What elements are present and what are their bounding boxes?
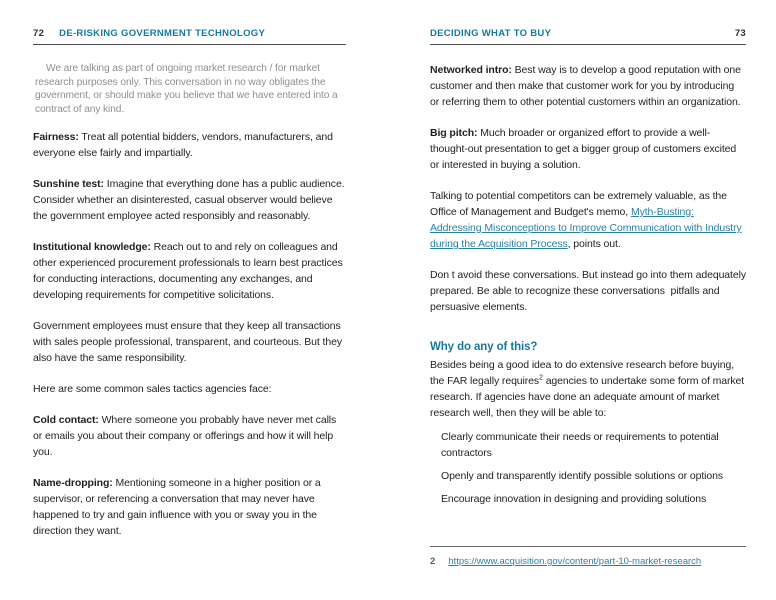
para-text: Where someone you probably have never met calls or emails you about their company or offerings and how it will help you. [33, 414, 337, 458]
para-text: Much broader or organized effort to provide a well-thought-out presentation to get a bigger group of customers excited or interested in buying a solution. [430, 127, 737, 171]
page-number-right: 73 [734, 28, 746, 39]
running-title-right: DECIDING WHAT TO BUY [430, 28, 552, 39]
benefits-list [441, 429, 746, 507]
para-text: Government employees must ensure that they keep all transactions with sales people professional, transparent, and courteous. But they also have the same responsibility. [33, 320, 342, 364]
running-title-left: DE-RISKING GOVERNMENT TECHNOLOGY [59, 28, 266, 39]
running-head-right [430, 28, 746, 39]
para-sunshine-test [33, 176, 346, 224]
para-text: agencies to undertake some form of market research. If agencies have done an adequate amount of market research well, then they will be able to: [430, 375, 745, 419]
para-institutional-knowledge [33, 239, 346, 303]
para-name-dropping [33, 475, 346, 539]
para-lead: Networked intro: [430, 64, 512, 76]
footnote [430, 546, 746, 567]
header-rule-right [430, 44, 746, 45]
para-sales-tactics-intro [33, 381, 346, 397]
list-item: Clearly communicate their needs or requirements to potential contractors [441, 431, 719, 459]
page-number-left: 72 [33, 28, 45, 39]
para-text: Imagine that everything done has a public audience. Consider whether an disinterested, casual observer would believe the government employee acted responsibly and reasonably. [33, 178, 345, 222]
list-item: Openly and transparently identify possible solutions or options [441, 470, 724, 482]
list-item: Encourage innovation in designing and providing solutions [441, 493, 707, 505]
para-far-requires [430, 357, 746, 421]
para-dont-avoid: Don t avoid these conversations. But instead go into them adequately prepared. Be able to recognize these conversations pitfalls and persuasive elements. [430, 269, 746, 313]
para-lead: Cold contact: [33, 414, 99, 426]
page-left [33, 28, 346, 554]
para-lead: Name-dropping: [33, 477, 113, 489]
para-government-employees [33, 318, 346, 366]
para-talking-competitors [430, 188, 746, 252]
para-text: Reach out to and rely on colleagues and other experienced procurement professionals to learn best practices for conducting interactions, documenting any exchanges, and developing requirements for competitive solicitations. [33, 241, 343, 301]
para-text: , points out. [567, 238, 621, 250]
footnote-reference: 2 [539, 374, 543, 382]
para-fairness [33, 129, 346, 161]
para-big-pitch [430, 125, 746, 173]
footnote-link[interactable]: https://www.acquisition.gov/content/part-10-market-research [448, 556, 702, 567]
para-cold-contact [33, 412, 346, 460]
para-lead: Sunshine test: [33, 178, 104, 190]
para-lead: Big pitch: [430, 127, 478, 139]
para-text: Here are some common sales tactics agencies face: [33, 383, 272, 395]
myth-busting-link[interactable]: Myth-Busting: Addressing Misconceptions to Improve Communication with Industry during the Acquisition Process [430, 206, 742, 250]
running-head-left [33, 28, 346, 39]
para-text: Best way is to develop a good reputation with one customer and then make that customer work for you by introducing or referring them to other potential customers within an organization. [430, 64, 741, 108]
para-text: Mentioning someone in a higher position or a supervisor, or referencing a conversation that may never have happened to try and gain influence with you or sway you in the direction they want. [33, 477, 321, 537]
page-right [430, 28, 746, 514]
para-text: Besides being a good idea to do extensive research before buying, the FAR legally requires [430, 359, 735, 387]
section-heading-why: Why do any of this? [430, 341, 538, 353]
header-rule-left [33, 44, 346, 45]
para-networked-intro [430, 62, 746, 110]
para-text: Talking to potential competitors can be extremely valuable, as the Office of Management and Budget's memo, [430, 190, 727, 218]
para-text: Treat all potential bidders, vendors, manufacturers, and everyone else fairly and impartially. [33, 131, 333, 159]
para-lead: Fairness: [33, 131, 79, 143]
disclaimer-note: We are talking as part of ongoing market research / for market research purposes only. This conversation in no way obligates the government, or should make you believe that we have entered into a contract of any kind. [35, 63, 338, 115]
footnote-number: 2 [430, 556, 436, 567]
para-lead: Institutional knowledge: [33, 241, 151, 253]
